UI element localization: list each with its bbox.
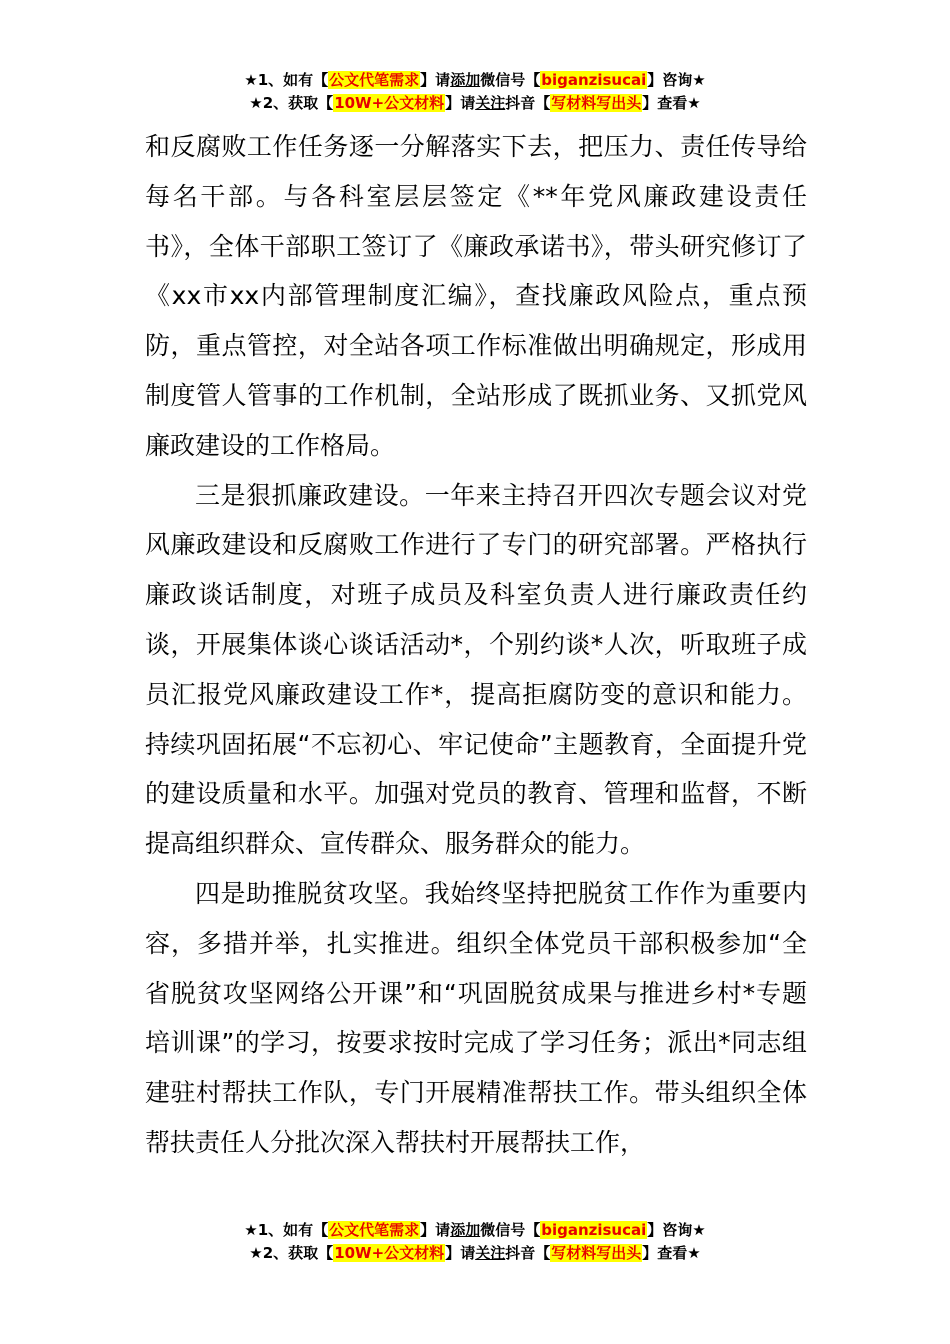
banner-text: ★2、获取【 <box>249 94 334 112</box>
banner-text: 抖音【 <box>505 94 551 112</box>
banner-highlight: 公文代笔需求 <box>329 71 420 89</box>
banner-line-1 <box>0 1219 950 1242</box>
header-banner <box>0 69 950 115</box>
banner-highlight: 写材料写出头 <box>551 1244 642 1262</box>
banner-text: 】请 <box>445 94 476 112</box>
banner-text: ★1、如有【 <box>244 71 329 89</box>
banner-highlight: biganzisucai <box>541 71 647 89</box>
banner-line-2 <box>0 1242 950 1265</box>
banner-text: 】请 <box>445 1244 476 1262</box>
banner-highlight: 10W+公文材料 <box>334 94 445 112</box>
banner-highlight: 公文代笔需求 <box>329 1221 420 1239</box>
document-body <box>145 122 807 1168</box>
banner-text: 抖音【 <box>505 1244 551 1262</box>
banner-line-2 <box>0 92 950 115</box>
banner-underline: 关注 <box>475 94 506 112</box>
banner-line-1 <box>0 69 950 92</box>
banner-text: 微信号【 <box>480 1221 541 1239</box>
banner-underline: 添加 <box>450 1221 481 1239</box>
banner-highlight: biganzisucai <box>541 1221 647 1239</box>
banner-text: 】查看★ <box>642 1244 701 1262</box>
banner-text: 】请 <box>420 1221 451 1239</box>
footer-banner <box>0 1219 950 1265</box>
banner-highlight: 10W+公文材料 <box>334 1244 445 1262</box>
banner-text: 】咨询★ <box>647 1221 706 1239</box>
paragraph-poverty-alleviation: 四是助推脱贫攻坚。我始终坚持把脱贫工作作为重要内容，多措并举，扎实推进。组织全体党员干部积极参加“全省脱贫攻坚网络公开课”和“巩固脱贫成果与推进乡村*专题培训课”的学习，按要求按时完成了学习任务；派出*同志组建驻村帮扶工作队，专门开展精准帮扶工作。带头组织全体帮扶责任人分批次深入帮扶村开展帮扶工作， <box>145 878 807 1157</box>
banner-text: 】咨询★ <box>647 71 706 89</box>
paragraph-continued: 和反腐败工作任务逐一分解落实下去，把压力、责任传导给每名干部。与各科室层层签定《**年党风廉政建设责任书》，全体干部职工签订了《廉政承诺书》，带头研究修订了《xx市xx内部管理制度汇编》，查找廉政风险点，重点预防，重点管控，对全站各项工作标准做出明确规定，形成用制度管人管事的工作机制，全站形成了既抓业务、又抓党风廉政建设的工作格局。 <box>145 132 807 460</box>
paragraph-integrity-building: 三是狠抓廉政建设。一年来主持召开四次专题会议对党风廉政建设和反腐败工作进行了专门的研究部署。严格执行廉政谈话制度，对班子成员及科室负责人进行廉政责任约谈，开展集体谈心谈话活动*，个别约谈*人次，听取班子成员汇报党风廉政建设工作*，提高拒腐防变的意识和能力。持续巩固拓展“不忘初心、牢记使命”主题教育，全面提升党的建设质量和水平。加强对党员的教育、管理和监督，不断提高组织群众、宣传群众、服务群众的能力。 <box>145 480 807 859</box>
banner-text: 微信号【 <box>480 71 541 89</box>
banner-highlight: 写材料写出头 <box>551 94 642 112</box>
banner-text: ★2、获取【 <box>249 1244 334 1262</box>
banner-underline: 添加 <box>450 71 481 89</box>
banner-text: 】查看★ <box>642 94 701 112</box>
banner-text: ★1、如有【 <box>244 1221 329 1239</box>
banner-text: 】请 <box>420 71 451 89</box>
banner-underline: 关注 <box>475 1244 506 1262</box>
